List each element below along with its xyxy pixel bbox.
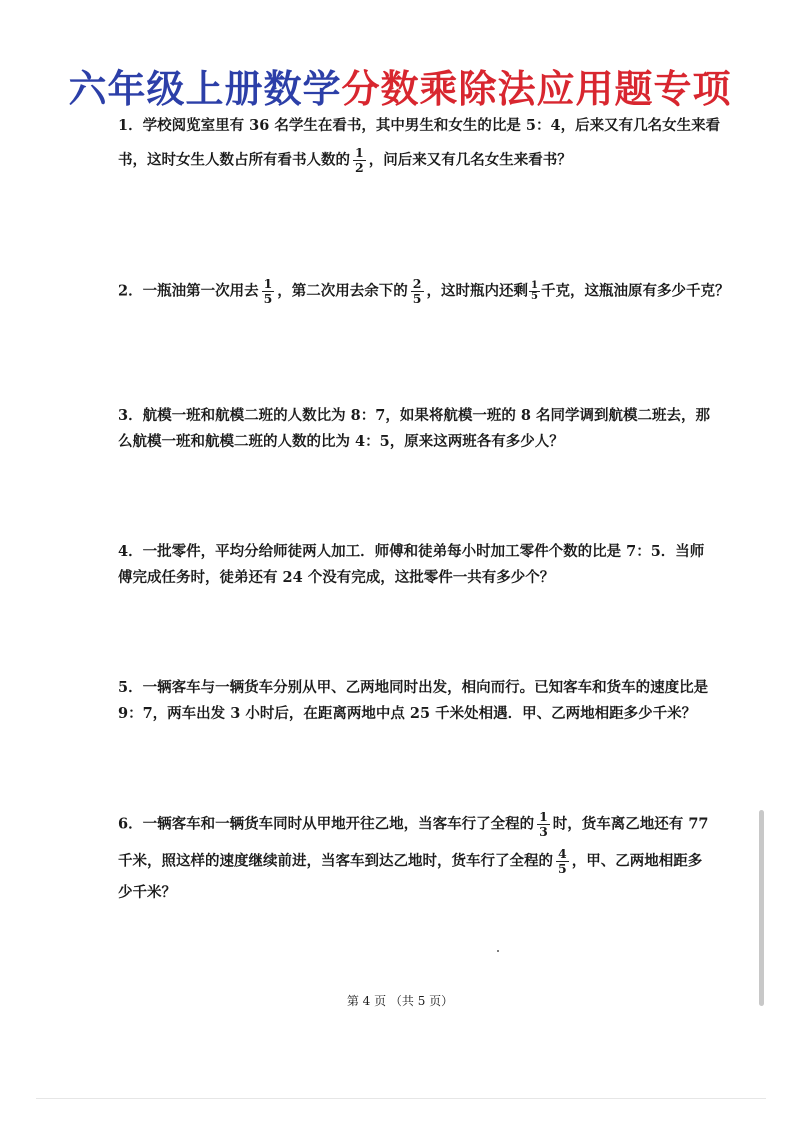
title-part-grade: 六年级上册数学 — [68, 67, 342, 111]
title-part-topic: 分数乘除法应用题专项 — [341, 67, 732, 111]
question-6-line-3: 少千米？ — [118, 884, 176, 901]
question-4-line-2: 傅完成任务时，徒弟还有 24 个没有完成，这批零件一共有多少个？ — [118, 569, 555, 586]
q2-text-c: ，这时瓶内还剩 — [426, 282, 528, 300]
q6-text-d: ，甲、乙两地相距多 — [571, 852, 703, 870]
question-5-line-1: 5．一辆客车与一辆货车分别从甲、乙两地同时出发，相向而行。已知客车和货车的速度比是 — [118, 679, 709, 696]
fraction-four-fifths — [556, 847, 569, 876]
q2-text-d: 千克，这瓶油原有多少千克？ — [540, 282, 730, 300]
fraction-numerator: 1 — [263, 276, 273, 291]
question-3-line-1: 3．航模一班和航模二班的人数比为 8：7，如果将航模一班的 8 名同学调到航模二班去，那 — [118, 407, 710, 424]
q6-text-a: 6．一辆客车和一辆货车同时从甲地开往乙地，当客车行了全程的 — [118, 815, 535, 833]
fraction-numerator: 1 — [539, 809, 548, 824]
question-5 — [118, 675, 709, 727]
question-5-line-2: 9：7，两车出发 3 小时后，在距离两地中点 25 千米处相遇．甲、乙两地相距多少千米？ — [118, 705, 697, 722]
q6-text-b: 时，货车离乙地还有 77 — [552, 815, 709, 833]
bottom-divider — [36, 1098, 766, 1099]
fraction-denominator: 2 — [355, 160, 364, 175]
fraction-one-fifth — [262, 277, 275, 306]
q2-text-b: ，第二次用去余下的 — [277, 282, 408, 300]
question-4-line-1: 4．一批零件，平均分给师徒两人加工．师傅和徒弟每小时加工零件个数的比是 7：5．当师 — [118, 543, 705, 560]
question-1-line-1: 1．学校阅览室里有 36 名学生在看书，其中男生和女生的比是 5：4，后来又有几名女生来看 — [118, 117, 721, 134]
fraction-numerator: 1 — [355, 145, 364, 160]
question-4 — [118, 539, 705, 591]
fraction-numerator: 1 — [531, 280, 538, 291]
fraction-denominator: 5 — [412, 291, 422, 306]
question-2 — [118, 276, 730, 306]
fraction-two-fifths — [411, 277, 424, 306]
question-3-line-2: 么航模一班和航模二班的人数的比为 4：5，原来这两班各有多少人？ — [118, 433, 564, 450]
q2-text-a: 2．一瓶油第一次用去 — [118, 282, 259, 300]
page-title — [0, 58, 800, 113]
fraction-one-half — [353, 146, 366, 175]
vertical-scrollbar[interactable] — [759, 810, 764, 1006]
q6-text-c: 千米，照这样的速度继续前进，当客车到达乙地时，货车行了全程的 — [118, 852, 553, 870]
fraction-numerator: 2 — [412, 276, 422, 291]
scan-speck — [497, 950, 499, 952]
q1-text-b: ，问后来又有几名女生来看书？ — [368, 151, 572, 169]
page-footer: 第 4 页 （共 5 页） — [346, 994, 454, 1008]
question-2-line-1 — [118, 276, 730, 306]
question-3 — [118, 403, 710, 455]
fraction-denominator: 5 — [263, 291, 273, 306]
fraction-denominator: 5 — [531, 291, 538, 302]
question-6 — [118, 809, 709, 906]
question-1-line-2 — [118, 146, 696, 175]
question-6-line-1 — [118, 809, 709, 839]
fraction-denominator: 3 — [539, 824, 548, 839]
fraction-one-third — [537, 810, 550, 839]
question-6-line-2 — [118, 846, 703, 876]
question-1 — [118, 113, 721, 175]
q1-text-a: 书，这时女生人数占所有看书人数的 — [118, 151, 350, 169]
fraction-denominator: 5 — [558, 861, 567, 876]
fraction-one-fifth-small — [529, 281, 540, 302]
fraction-numerator: 4 — [558, 846, 567, 861]
